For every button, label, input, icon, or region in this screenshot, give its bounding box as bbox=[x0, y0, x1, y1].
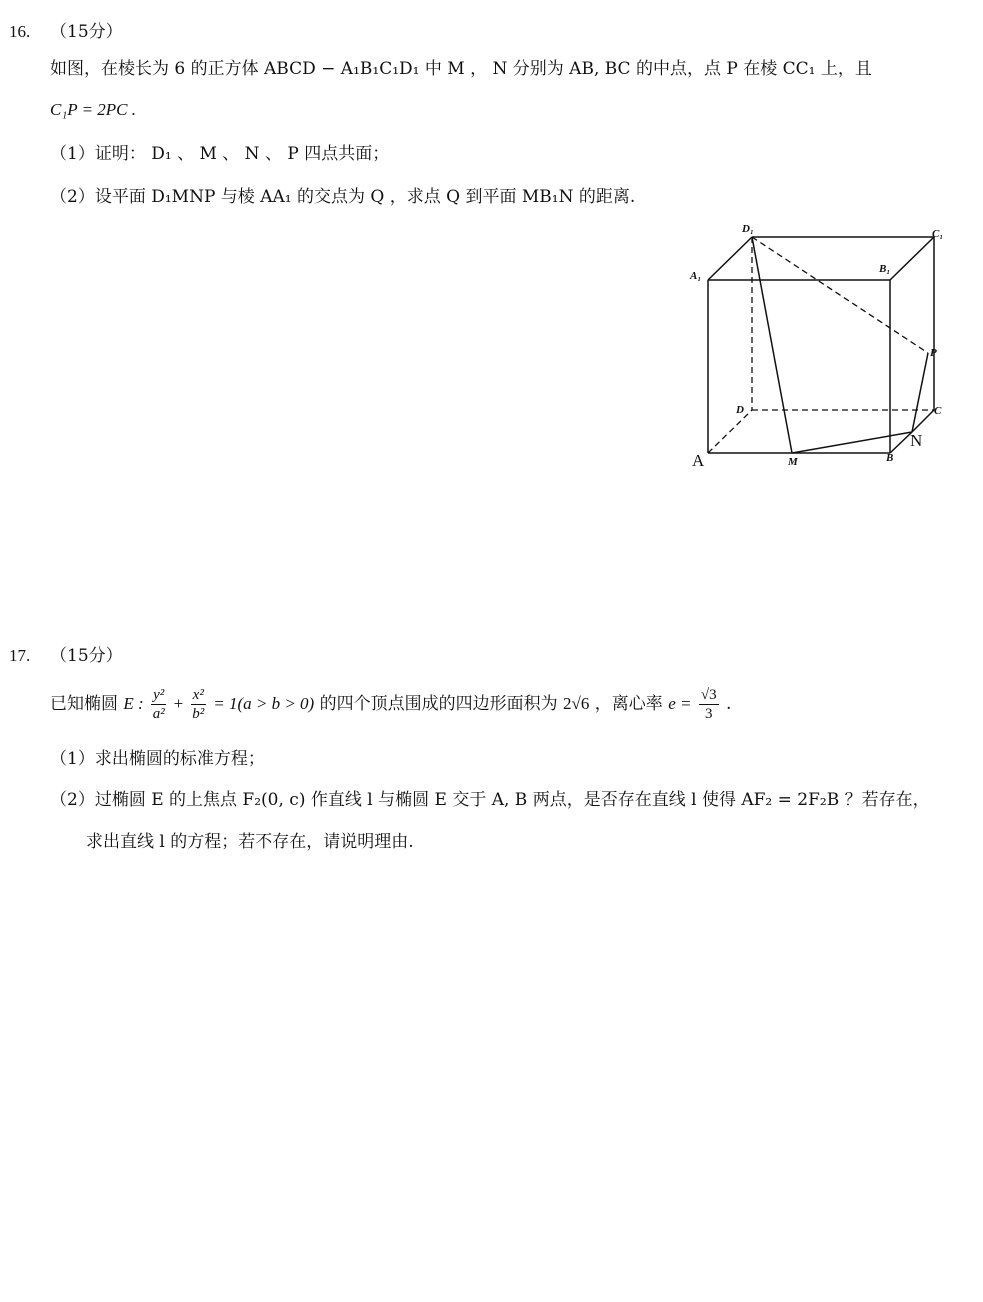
q17-part2-line2: 求出直线 l 的方程；若不存在，请说明理由. bbox=[86, 832, 414, 852]
q17-condition: = 1(a > b > 0) bbox=[213, 694, 315, 713]
q17-part2-line1: （2）过椭圆 E 的上焦点 F₂(0, c) 作直线 l 与椭圆 E 交于 A, B 两点，是否存在直线 l 使得 AF₂ = 2F₂B ？若存在， bbox=[50, 790, 930, 810]
label-b1: B₁ bbox=[879, 263, 891, 275]
q17-frac1-num: y² bbox=[153, 687, 165, 703]
q16-number: 16. bbox=[9, 22, 31, 41]
cube-figure bbox=[680, 215, 960, 480]
q17-area: 2√6 bbox=[563, 694, 590, 713]
q17-frac2-den: b² bbox=[192, 706, 205, 722]
q16-score: （15分） bbox=[50, 22, 123, 42]
label-d: D bbox=[736, 404, 744, 416]
q17-plus: + bbox=[173, 694, 184, 713]
q17-stem-mid: 的四个顶点围成的四边形面积为 bbox=[319, 694, 558, 714]
label-d1: D₁ bbox=[742, 223, 754, 235]
line-np bbox=[912, 353, 928, 432]
label-p: P bbox=[930, 347, 937, 359]
q17-frac3-num: √3 bbox=[700, 687, 717, 703]
q17-e-eq: e = bbox=[668, 694, 692, 713]
q16-stem-line2: C₁P = 2PC . bbox=[50, 100, 137, 119]
q16-part2: （2）设平面 D₁MNP 与棱 AA₁ 的交点为 Q ，求点 Q 到平面 MB₁N 的距离. bbox=[50, 187, 636, 207]
q16-part1: （1）证明： D₁ 、 M 、 N 、 P 四点共面； bbox=[50, 144, 390, 164]
label-n: N bbox=[910, 431, 923, 450]
edge-b1c1 bbox=[890, 237, 934, 280]
label-c: C bbox=[934, 405, 942, 417]
line-d1m bbox=[752, 237, 792, 453]
q17-score: （15分） bbox=[50, 646, 123, 666]
q17-part1: （1）求出椭圆的标准方程； bbox=[50, 749, 265, 769]
q17-stem bbox=[50, 684, 731, 724]
q17-frac1-den: a² bbox=[152, 706, 165, 722]
line-d1p bbox=[752, 237, 928, 353]
q17-frac2 bbox=[191, 686, 206, 723]
q17-frac1 bbox=[151, 686, 166, 723]
q17-ecc-text: ，离心率 bbox=[594, 694, 663, 714]
label-b: B bbox=[886, 452, 894, 464]
label-a1: A₁ bbox=[690, 270, 702, 282]
label-m: M bbox=[788, 456, 798, 468]
q17-stem-e: E : bbox=[123, 694, 144, 713]
q17-frac2-num: x² bbox=[192, 687, 204, 703]
q16-stem-line1: 如图，在棱长为 6 的正方体 ABCD − A₁B₁C₁D₁ 中 M ， N 分别为 AB, BC 的中点，点 P 在棱 CC₁ 上，且 bbox=[50, 59, 872, 79]
label-a: A bbox=[692, 451, 705, 470]
q17-frac3 bbox=[699, 686, 719, 723]
q17-stem-prefix: 已知椭圆 bbox=[50, 694, 118, 714]
edge-ad bbox=[708, 410, 752, 453]
q17-frac3-den: 3 bbox=[705, 706, 713, 722]
q17-stem-end: . bbox=[726, 694, 732, 714]
q17-number: 17. bbox=[9, 646, 31, 665]
edge-a1d1 bbox=[708, 237, 752, 280]
label-c1: C₁ bbox=[932, 228, 944, 240]
